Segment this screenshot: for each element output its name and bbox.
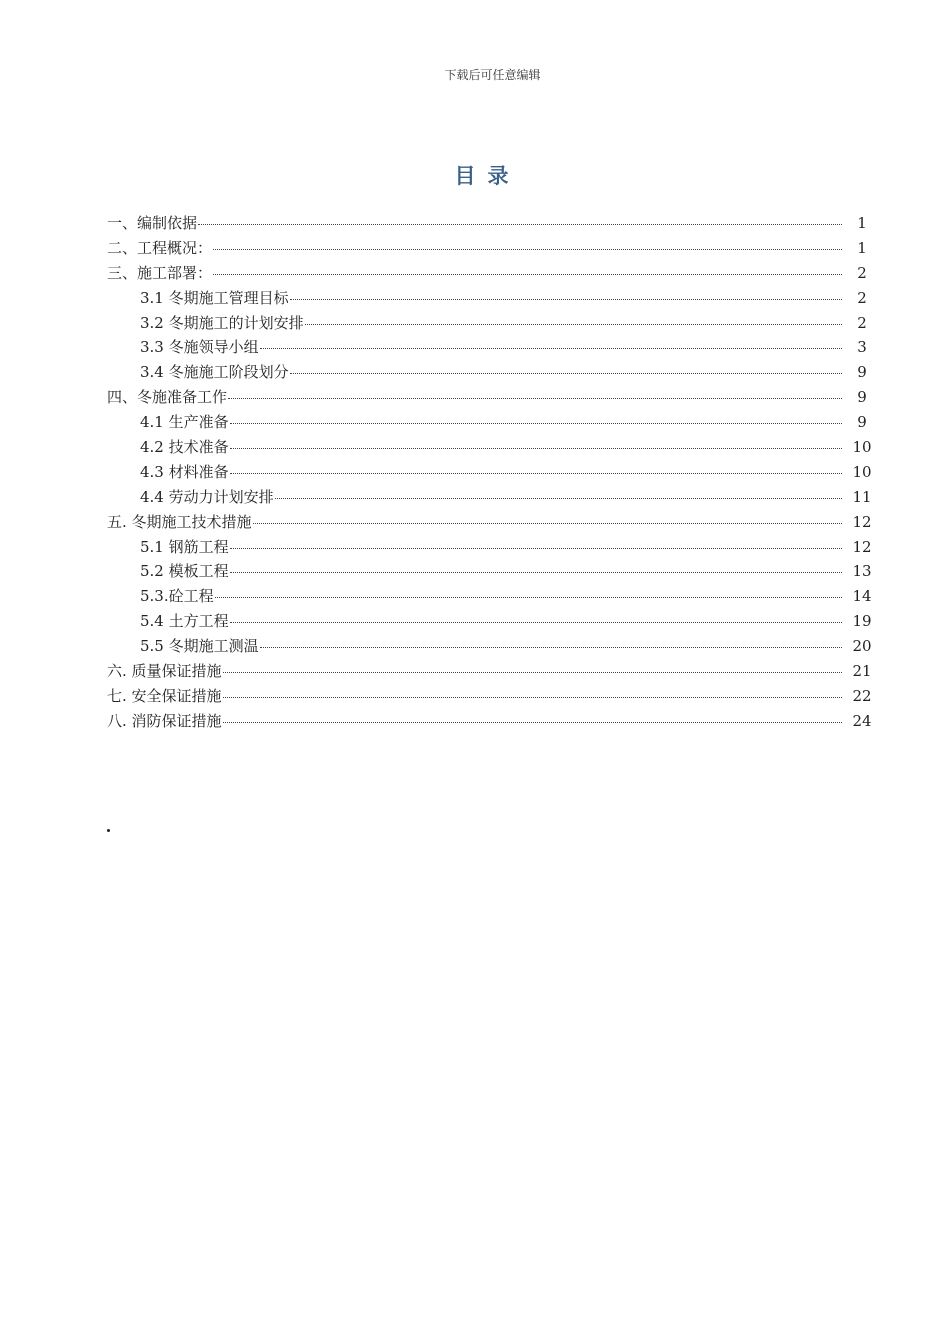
toc-entry-page: 1 [857, 238, 867, 257]
toc-entry-label: 一、编制依据 [107, 214, 198, 232]
toc-entry-label: 5.5 冬期施工测温 [140, 637, 259, 656]
toc-entry[interactable] [107, 610, 880, 635]
toc-entry-page: 1 [857, 214, 867, 232]
toc-dot-leader [230, 448, 842, 449]
toc-entry[interactable] [107, 312, 880, 337]
toc-entry-page: 11 [852, 487, 872, 506]
toc-entry-label: 3.2 冬期施工的计划安排 [140, 313, 304, 332]
toc-dot-leader [253, 523, 842, 524]
toc-entry-label: 六. 质量保证措施 [107, 662, 222, 681]
toc-entry-label: 5.1 钢筋工程 [140, 537, 229, 556]
toc-entry-label: 三、施工部署： [107, 263, 213, 282]
toc-entry[interactable] [107, 336, 880, 361]
toc-entry-label: 四、冬施准备工作 [107, 388, 228, 407]
toc-dot-leader [290, 373, 842, 374]
toc-dot-leader [230, 423, 842, 424]
toc-dot-leader [290, 299, 842, 300]
toc-entry-page: 2 [857, 313, 867, 332]
toc-dot-leader [198, 224, 842, 225]
toc-entry-label: 4.4 劳动力计划安排 [140, 487, 274, 506]
toc-entry-label: 5.4 土方工程 [140, 612, 229, 631]
toc-entry[interactable] [107, 486, 880, 511]
toc-entry[interactable] [107, 411, 880, 436]
toc-entry-page: 24 [852, 711, 872, 730]
toc-entry[interactable] [107, 635, 880, 660]
toc-entry-page: 3 [857, 338, 867, 357]
toc-dot-leader [275, 498, 842, 499]
bullet-dot [107, 829, 110, 832]
toc-entry-page: 13 [852, 562, 872, 581]
toc-entry[interactable] [107, 262, 880, 287]
toc-entry-label: 3.4 冬施施工阶段划分 [140, 363, 289, 382]
toc-entry[interactable] [107, 361, 880, 386]
toc-entry-page: 21 [852, 662, 872, 681]
toc-dot-leader [223, 697, 842, 698]
toc-entry[interactable] [107, 461, 880, 486]
toc-entry-label: 二、工程概况： [107, 238, 213, 257]
toc-entry-page: 14 [852, 587, 872, 606]
toc-dot-leader [260, 348, 842, 349]
toc-entry-label: 5.3.砼工程 [140, 587, 214, 606]
toc-dot-leader [228, 398, 842, 399]
toc-list [107, 212, 880, 735]
toc-entry-label: 4.2 技术准备 [140, 438, 229, 457]
toc-entry[interactable] [107, 560, 880, 585]
toc-dot-leader [223, 722, 842, 723]
toc-entry[interactable] [107, 536, 880, 561]
toc-entry-label: 5.2 模板工程 [140, 562, 229, 581]
toc-entry-page: 2 [857, 288, 867, 307]
toc-entry[interactable] [107, 585, 880, 610]
toc-dot-leader [260, 647, 842, 648]
toc-entry-page: 20 [852, 637, 872, 656]
toc-dot-leader [230, 572, 842, 573]
toc-entry[interactable] [107, 685, 880, 710]
toc-dot-leader [230, 473, 842, 474]
toc-entry-label: 八. 消防保证措施 [107, 711, 222, 730]
toc-dot-leader [213, 274, 842, 275]
toc-entry-page: 12 [852, 537, 872, 556]
toc-entry-page: 9 [857, 363, 867, 382]
toc-entry-page: 9 [857, 388, 867, 407]
toc-entry[interactable] [107, 710, 880, 735]
toc-dot-leader [230, 548, 842, 549]
toc-entry-label: 3.3 冬施领导小组 [140, 338, 259, 357]
toc-dot-leader [223, 672, 842, 673]
toc-entry-page: 22 [852, 686, 872, 705]
header-note: 下载后可任意编辑 [444, 68, 541, 82]
toc-entry-page: 2 [857, 263, 867, 282]
toc-entry[interactable] [107, 237, 880, 262]
toc-entry-page: 19 [852, 612, 872, 631]
toc-entry[interactable] [107, 660, 880, 685]
toc-entry-label: 五. 冬期施工技术措施 [107, 512, 252, 531]
toc-entry[interactable] [107, 212, 880, 237]
toc-entry-label: 4.3 材料准备 [140, 462, 229, 481]
toc-entry-page: 10 [852, 438, 872, 457]
toc-dot-leader [230, 622, 842, 623]
toc-dot-leader [215, 597, 842, 598]
toc-entry[interactable] [107, 386, 880, 411]
toc-entry[interactable] [107, 436, 880, 461]
toc-dot-leader [305, 324, 842, 325]
toc-entry-page: 10 [852, 462, 872, 481]
toc-entry-label: 4.1 生产准备 [140, 413, 229, 432]
toc-entry-page: 12 [852, 512, 872, 531]
toc-entry[interactable] [107, 287, 880, 312]
toc-dot-leader [213, 249, 842, 250]
toc-entry-label: 3.1 冬期施工管理目标 [140, 288, 289, 307]
toc-entry[interactable] [107, 511, 880, 536]
toc-entry-page: 9 [857, 413, 867, 432]
toc-entry-label: 七. 安全保证措施 [107, 686, 222, 705]
toc-title: 目录 [454, 163, 521, 188]
